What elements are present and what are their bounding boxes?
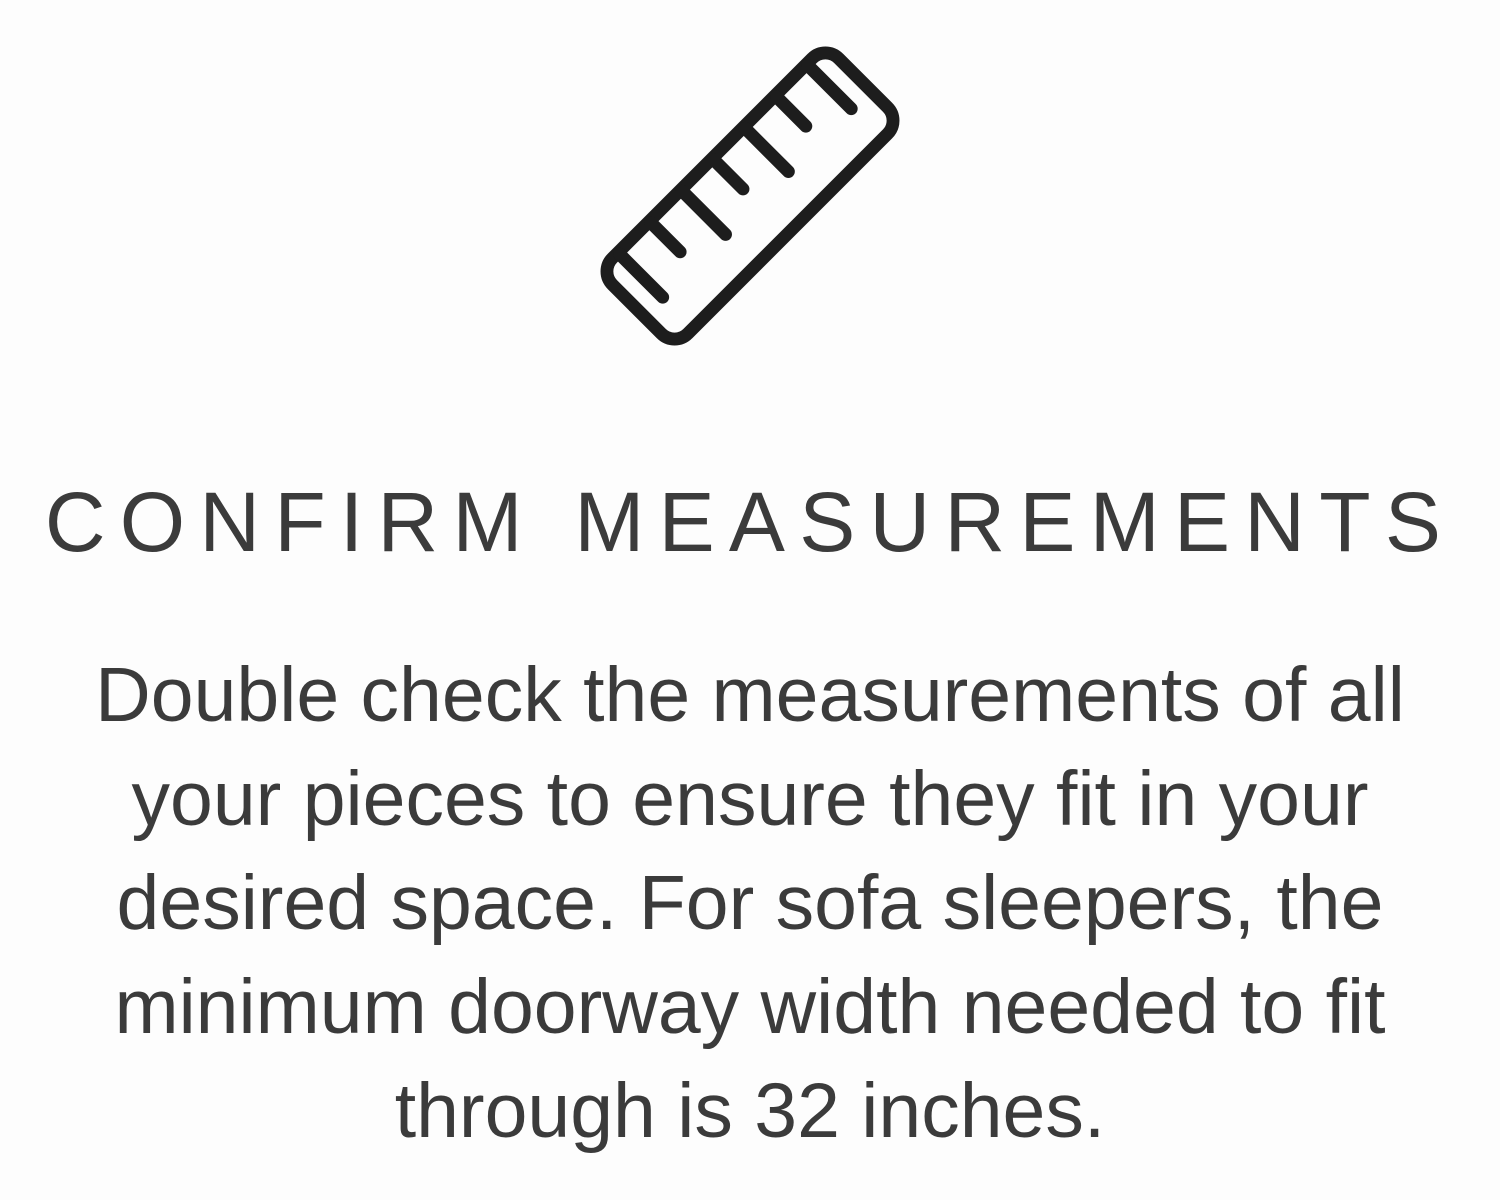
ruler-icon-strokes — [599, 45, 901, 347]
section-body-text: Double check the measurements of all your pieces to ensure they fit in your desired space. For sofa sleepers, the minimum doorway width needed to fit through is 32 inches. — [95, 652, 1405, 1154]
section-heading: CONFIRM MEASUREMENTS — [44, 475, 1456, 569]
ruler-icon — [592, 38, 908, 354]
